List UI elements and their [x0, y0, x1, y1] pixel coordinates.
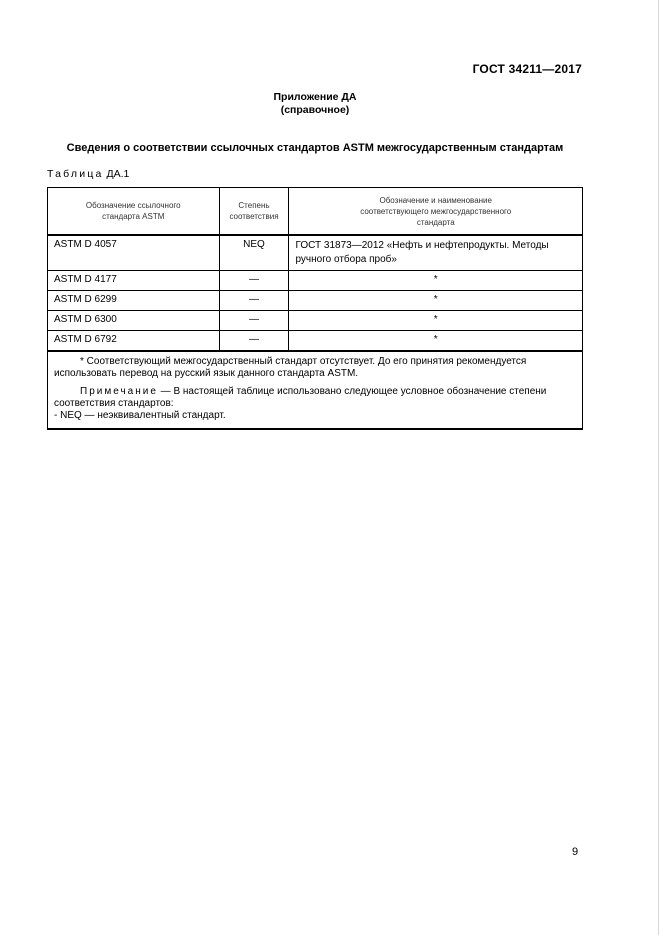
page-edge — [658, 0, 659, 935]
header-equivalent: Обозначение и наименование соответствующего межгосударственного стандарта — [289, 188, 583, 236]
table-row — [48, 271, 583, 291]
table-footnote: * Соответствующий межгосударственный стандарт отсутствует. До его принятия рекомендуется использовать перевод на русский язык данного стандарта ASTM. — [54, 356, 527, 379]
table-header-row — [48, 188, 583, 236]
table-caption-number: ДА.1 — [106, 168, 130, 180]
cell-equivalent: * — [289, 331, 583, 352]
cell-equivalent: ГОСТ 31873—2012 «Нефть и нефтепродукты. Методы ручного отбора проб» — [289, 235, 583, 271]
cell-standard: ASTM D 4177 — [48, 271, 220, 291]
cell-standard: ASTM D 6300 — [48, 311, 220, 331]
note-text: — В настоящей таблице использовано следующее условное обозначение степени соответствия стандартов: — [54, 386, 547, 409]
appendix-heading — [0, 91, 630, 117]
cell-degree: — — [219, 331, 289, 352]
section-title: Сведения о соответствии ссылочных стандартов ASTM межгосударственным стандартам — [66, 142, 564, 154]
table-caption-label: Таблица — [47, 168, 104, 180]
page-number: 9 — [572, 846, 579, 858]
cell-equivalent: * — [289, 271, 583, 291]
header-standard: Обозначение ссылочного стандарта ASTM — [48, 188, 220, 236]
table-footer-row — [48, 351, 583, 429]
table-footer — [48, 351, 583, 429]
cell-equivalent: * — [289, 311, 583, 331]
note-item: - NEQ — неэквивалентный стандарт. — [54, 410, 226, 421]
table-caption — [47, 168, 129, 180]
cell-degree: — — [219, 291, 289, 311]
note-label: Примечание — [80, 386, 158, 397]
cell-standard: ASTM D 4057 — [48, 235, 220, 271]
appendix-subtitle: (справочное) — [280, 104, 350, 116]
standards-correspondence-table — [47, 187, 583, 430]
table-row — [48, 311, 583, 331]
cell-degree: — — [219, 311, 289, 331]
table-note — [54, 386, 576, 410]
table-row — [48, 291, 583, 311]
cell-standard: ASTM D 6792 — [48, 331, 220, 352]
header-degree: Степень соответствия — [219, 188, 289, 236]
cell-standard: ASTM D 6299 — [48, 291, 220, 311]
table-row — [48, 235, 583, 271]
cell-degree: NEQ — [219, 235, 289, 271]
document-id-header: ГОСТ 34211—2017 — [472, 62, 582, 76]
table-row — [48, 331, 583, 352]
appendix-title: Приложение ДА — [273, 91, 357, 103]
cell-degree: — — [219, 271, 289, 291]
cell-equivalent: * — [289, 291, 583, 311]
